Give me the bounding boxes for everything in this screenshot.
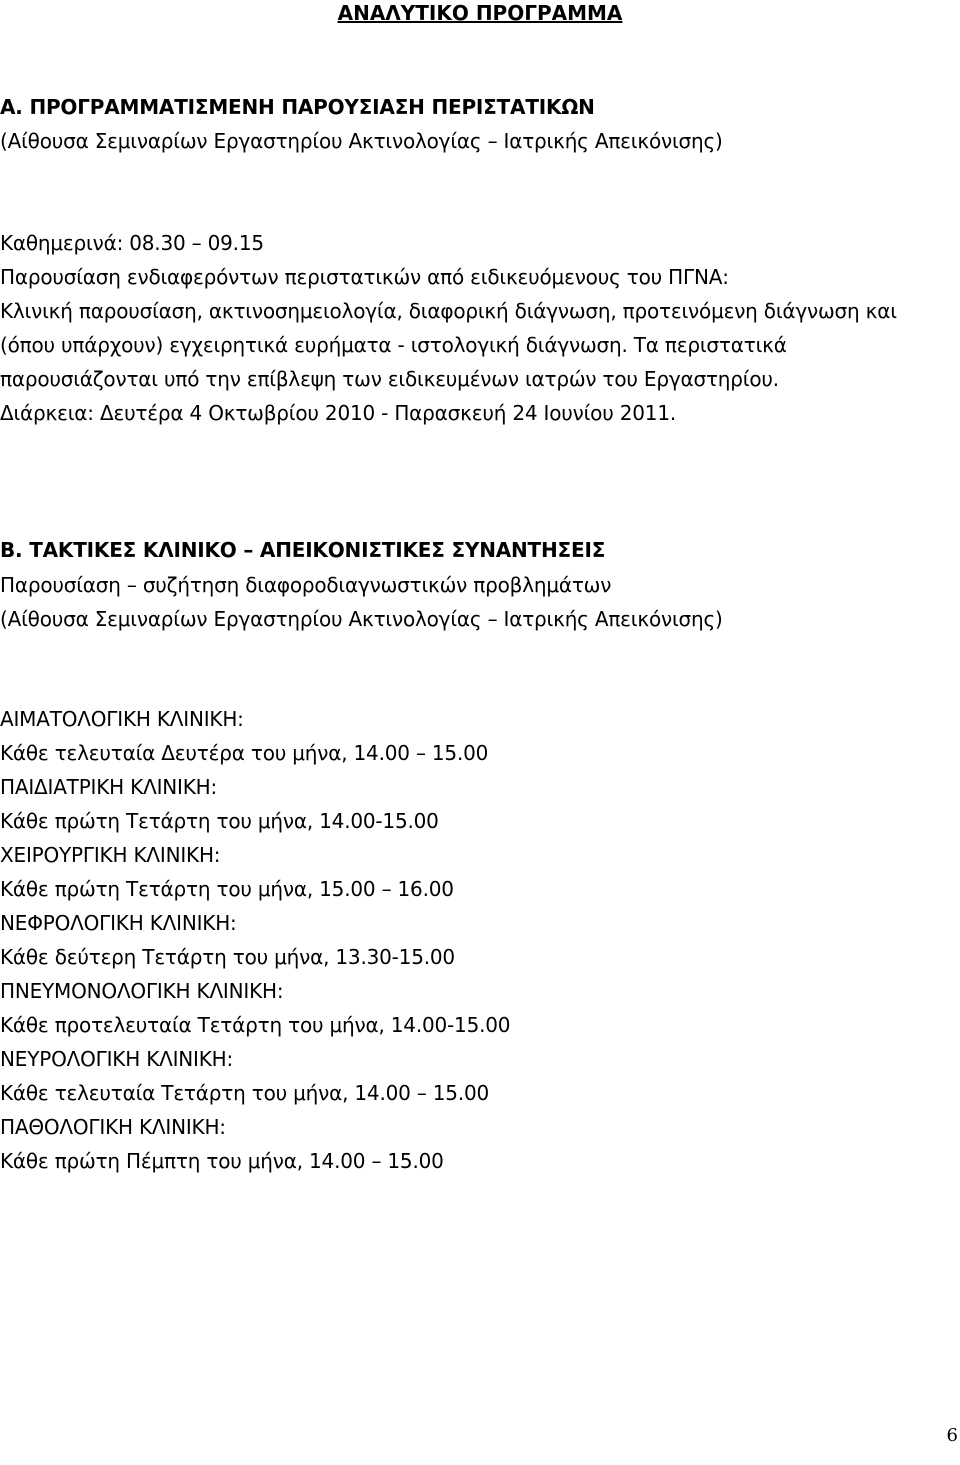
clinic-name: ΝΕΥΡΟΛΟΓΙΚΗ ΚΛΙΝΙΚΗ: bbox=[0, 1047, 234, 1071]
section-a-venue: (Αίθουσα Σεμιναρίων Εργαστηρίου Ακτινολογίας – Ιατρικής Απεικόνισης) bbox=[0, 129, 723, 153]
clinic-name: ΠΑΘΟΛΟΓΙΚΗ ΚΛΙΝΙΚΗ: bbox=[0, 1115, 226, 1139]
clinic-schedule: Κάθε προτελευταία Τετάρτη του μήνα, 14.00-15.00 bbox=[0, 1013, 511, 1037]
clinic-schedule: Κάθε πρώτη Τετάρτη του μήνα, 14.00-15.00 bbox=[0, 809, 439, 833]
clinic-name: ΠΝΕΥΜΟΝΟΛΟΓΙΚΗ ΚΛΙΝΙΚΗ: bbox=[0, 979, 284, 1003]
document-title: ΑΝΑΛΥΤΙΚΟ ΠΡΟΓΡΑΜΜΑ bbox=[337, 1, 623, 25]
section-a-heading: Α. ΠΡΟΓΡΑΜΜΑΤΙΣΜΕΝΗ ΠΑΡΟΥΣΙΑΣΗ ΠΕΡΙΣΤΑΤΙΚΩΝ bbox=[0, 95, 595, 119]
clinic-schedule: Κάθε πρώτη Τετάρτη του μήνα, 15.00 – 16.00 bbox=[0, 877, 454, 901]
section-a-schedule: Καθημερινά: 08.30 – 09.15 bbox=[0, 231, 264, 255]
section-a-duration: Διάρκεια: Δευτέρα 4 Οκτωβρίου 2010 - Παρασκευή 24 Ιουνίου 2011. bbox=[0, 401, 677, 425]
clinic-name: ΑΙΜΑΤΟΛΟΓΙΚΗ ΚΛΙΝΙΚΗ: bbox=[0, 707, 244, 731]
clinic-name: ΝΕΦΡΟΛΟΓΙΚΗ ΚΛΙΝΙΚΗ: bbox=[0, 911, 237, 935]
page-number: 6 bbox=[946, 1425, 958, 1446]
clinic-schedule: Κάθε δεύτερη Τετάρτη του μήνα, 13.30-15.00 bbox=[0, 945, 455, 969]
section-a-paragraph-line: Παρουσίαση ενδιαφερόντων περιστατικών από ειδικευόμενους του ΠΓΝΑ: bbox=[0, 265, 729, 289]
section-b-subtitle: Παρουσίαση – συζήτηση διαφοροδιαγνωστικών προβλημάτων bbox=[0, 573, 612, 597]
clinic-schedule: Κάθε τελευταία Τετάρτη του μήνα, 14.00 – 15.00 bbox=[0, 1081, 490, 1105]
section-b-heading: Β. ΤΑΚΤΙΚΕΣ ΚΛΙΝΙΚΟ – ΑΠΕΙΚΟΝΙΣΤΙΚΕΣ ΣΥΝΑΝΤΗΣΕΙΣ bbox=[0, 538, 606, 562]
section-a-paragraph-line: (όπου υπάρχουν) εγχειρητικά ευρήματα - ιστολογική διάγνωση. Τα περιστατικά bbox=[0, 333, 787, 357]
clinic-name: ΧΕΙΡΟΥΡΓΙΚΗ ΚΛΙΝΙΚΗ: bbox=[0, 843, 221, 867]
clinic-schedule: Κάθε τελευταία Δευτέρα του μήνα, 14.00 – 15.00 bbox=[0, 741, 489, 765]
clinic-name: ΠΑΙΔΙΑΤΡΙΚΗ ΚΛΙΝΙΚΗ: bbox=[0, 775, 218, 799]
section-a-paragraph-line: παρουσιάζονται υπό την επίβλεψη των ειδικευμένων ιατρών του Εργαστηρίου. bbox=[0, 367, 779, 391]
section-a-paragraph-line: Κλινική παρουσίαση, ακτινοσημειολογία, διαφορική διάγνωση, προτεινόμενη διάγνωση και bbox=[0, 299, 897, 323]
section-b-venue: (Αίθουσα Σεμιναρίων Εργαστηρίου Ακτινολογίας – Ιατρικής Απεικόνισης) bbox=[0, 607, 723, 631]
clinic-schedule: Κάθε πρώτη Πέμπτη του μήνα, 14.00 – 15.00 bbox=[0, 1149, 444, 1173]
